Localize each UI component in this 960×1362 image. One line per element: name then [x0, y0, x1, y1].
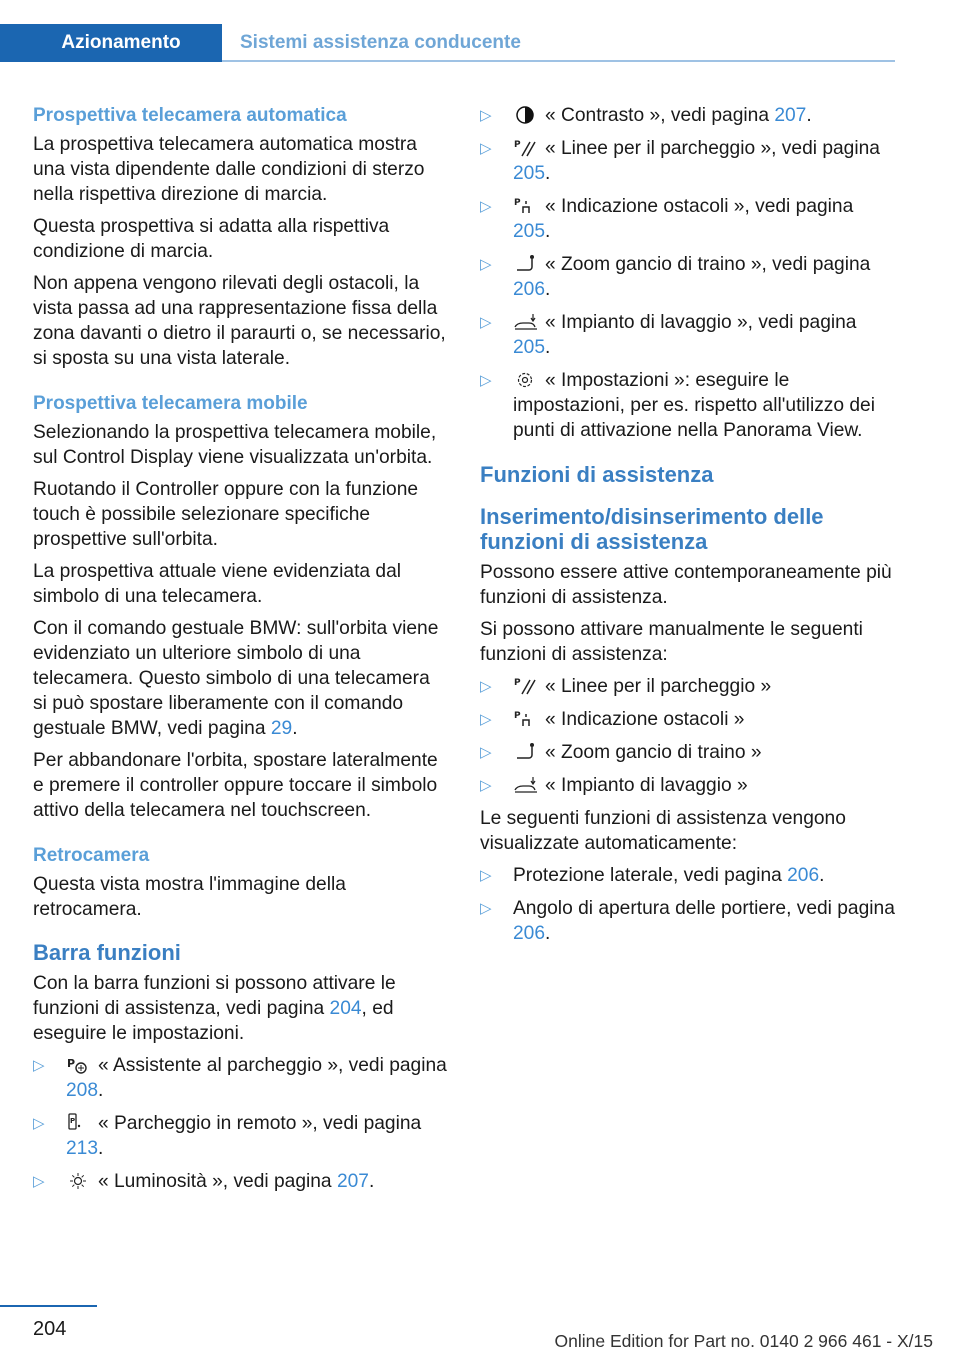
- svg-text:P: P: [70, 1117, 76, 1125]
- subheading-mobile: Prospettiva telecamera mobile: [33, 393, 308, 414]
- obstacle-icon: [513, 196, 539, 215]
- remote-parking-icon: [66, 1113, 92, 1132]
- brightness-icon: [66, 1171, 92, 1190]
- parking-lines-icon: [513, 676, 539, 695]
- right-column: [480, 103, 895, 954]
- footer-divider: [0, 1305, 97, 1307]
- svg-text:P: P: [514, 198, 521, 208]
- tow-hitch-icon: [513, 742, 539, 761]
- paragraph: Non appena vengono rilevati degli ostacoli, la vista passa ad una rappresentazione fissa della zona davanti o dietro il paraurti o, se necessario, si sposta su una vista laterale.: [33, 273, 446, 369]
- bullet-triangle-icon: ▷: [480, 900, 492, 917]
- list-item: ▷ « Luminosità », vedi pagina 207.: [33, 1171, 375, 1192]
- list-item: ▷ Angolo di apertura delle portiere, vedi pagina 206.: [480, 898, 895, 944]
- paragraph: La prospettiva telecamera automatica mostra una vista dipendente dalle condizioni di sterzo nella rispettiva direzione di marcia.: [33, 134, 425, 205]
- page-link[interactable]: 206: [513, 279, 546, 300]
- edition-note: Online Edition for Part no. 0140 2 966 461 - X/15: [554, 1331, 933, 1351]
- paragraph: Con il comando gestuale BMW: sull'orbita viene evidenziato un ulteriore simbolo di una telecamera. Questo simbolo di una telecamera si può spostare liberamente con il comando gestuale BMW, vedi pagina 29.: [33, 618, 439, 739]
- list-item: ▷ « Contrasto », vedi pagina 207.: [480, 105, 812, 126]
- subheading-retro: Retrocamera: [33, 845, 150, 866]
- page-header: [0, 24, 895, 62]
- list-item: ▷ P « Indicazione ostacoli »: [480, 709, 745, 730]
- bullet-triangle-icon: ▷: [480, 372, 492, 389]
- page-link[interactable]: 207: [336, 1171, 369, 1192]
- paragraph: La prospettiva attuale viene evidenziata dal simbolo di una telecamera.: [33, 561, 402, 607]
- section-heading-barra: Barra funzioni: [33, 940, 181, 965]
- page-link[interactable]: 205: [513, 163, 546, 184]
- parking-lines-icon: [513, 138, 539, 157]
- function-bar-list: [33, 1053, 448, 1194]
- bullet-triangle-icon: ▷: [33, 1057, 45, 1074]
- list-item: ▷ P « Linee per il parcheggio »: [480, 676, 772, 697]
- bullet-triangle-icon: ▷: [480, 140, 492, 157]
- list-item: ▷ « Impianto di lavaggio », vedi pagina 205.: [480, 312, 857, 358]
- bullet-triangle-icon: ▷: [33, 1173, 45, 1190]
- list-item: ▷ « Zoom gancio di traino », vedi pagina 206.: [480, 254, 871, 300]
- car-wash-icon: [513, 312, 539, 331]
- bullet-triangle-icon: ▷: [480, 314, 492, 331]
- paragraph: Questa prospettiva si adatta alla rispettiva condizione di marcia.: [33, 216, 390, 262]
- paragraph: Le seguenti funzioni di assistenza vengono visualizzate automaticamente:: [480, 808, 846, 854]
- auto-functions-list: [480, 863, 895, 946]
- page-link[interactable]: 208: [66, 1080, 99, 1101]
- list-item: ▷ « Impianto di lavaggio »: [480, 775, 748, 796]
- paragraph: Possono essere attive contemporaneamente più funzioni di assistenza.: [480, 562, 892, 608]
- svg-text:P: P: [514, 711, 521, 721]
- contrast-icon: [513, 105, 539, 124]
- list-item: ▷ P « Assistente al parcheggio », vedi pagina 208.: [33, 1055, 447, 1101]
- page-link[interactable]: 213: [66, 1138, 99, 1159]
- bullet-triangle-icon: ▷: [480, 256, 492, 273]
- bullet-triangle-icon: ▷: [480, 711, 492, 728]
- parking-assistant-icon: [66, 1055, 92, 1074]
- page-number: 204: [33, 1318, 67, 1340]
- page-link[interactable]: 206: [513, 923, 546, 944]
- list-item: ▷ P « Linee per il parcheggio », vedi pagina 205.: [480, 138, 880, 184]
- list-item: ▷ Protezione laterale, vedi pagina 206.: [480, 865, 825, 886]
- page-link[interactable]: 205: [513, 337, 546, 358]
- bullet-triangle-icon: ▷: [480, 678, 492, 695]
- svg-text:P: P: [67, 1057, 76, 1070]
- tab-azionamento[interactable]: Azionamento: [0, 24, 222, 62]
- manual-functions-list: [480, 674, 895, 798]
- page-link[interactable]: 207: [774, 105, 807, 126]
- paragraph: Si possono attivare manualmente le seguenti funzioni di assistenza:: [480, 619, 863, 665]
- tow-hitch-icon: [513, 254, 539, 273]
- bullet-triangle-icon: ▷: [480, 777, 492, 794]
- bullet-triangle-icon: ▷: [33, 1115, 45, 1132]
- subheading-auto: Prospettiva telecamera automatica: [33, 105, 347, 126]
- list-item: ▷ P « Indicazione ostacoli », vedi pagina 205.: [480, 196, 854, 242]
- left-column: [33, 103, 448, 1202]
- paragraph: Selezionando la prospettiva telecamera mobile, sul Control Display viene visualizzata un'orbita.: [33, 422, 437, 468]
- tab-sistemi-assistenza[interactable]: Sistemi assistenza conducente: [240, 32, 521, 53]
- bullet-triangle-icon: ▷: [480, 744, 492, 761]
- page-link[interactable]: 204: [329, 998, 362, 1019]
- function-bar-list-continued: [480, 103, 895, 443]
- list-item: ▷ P « Parcheggio in remoto », vedi pagina 213.: [33, 1113, 422, 1159]
- bullet-triangle-icon: ▷: [480, 867, 492, 884]
- svg-text:P: P: [514, 140, 521, 150]
- section-heading-funzioni: Funzioni di assistenza: [480, 462, 714, 487]
- svg-text:P: P: [514, 678, 521, 688]
- bullet-triangle-icon: ▷: [480, 107, 492, 124]
- settings-icon: [513, 370, 539, 389]
- car-wash-icon: [513, 775, 539, 794]
- paragraph: Questa vista mostra l'immagine della retrocamera.: [33, 874, 346, 920]
- list-item: ▷ « Impostazioni »: eseguire le impostazioni, per es. rispetto all'utilizzo dei punti di attivazione nella Panorama View.: [480, 370, 875, 441]
- paragraph: Per abbandonare l'orbita, spostare lateralmente e premere il controller oppure toccare il simbolo attivo della telecamera nel touchscreen.: [33, 750, 438, 821]
- paragraph: Ruotando il Controller oppure con la funzione touch è possibile selezionare specifiche prospettive sull'orbita.: [33, 479, 419, 550]
- page-link[interactable]: 206: [787, 865, 820, 886]
- page-link[interactable]: 29: [270, 718, 293, 739]
- section-heading-inserimento: Inserimento/disinserimento delle funzioni di assistenza: [480, 504, 824, 554]
- list-item: ▷ « Zoom gancio di traino »: [480, 742, 762, 763]
- paragraph: Con la barra funzioni si possono attivare le funzioni di assistenza, vedi pagina 204, ed eseguire le impostazioni.: [33, 973, 396, 1044]
- page-link[interactable]: 205: [513, 221, 546, 242]
- obstacle-icon: [513, 709, 539, 728]
- header-divider: [222, 60, 895, 62]
- bullet-triangle-icon: ▷: [480, 198, 492, 215]
